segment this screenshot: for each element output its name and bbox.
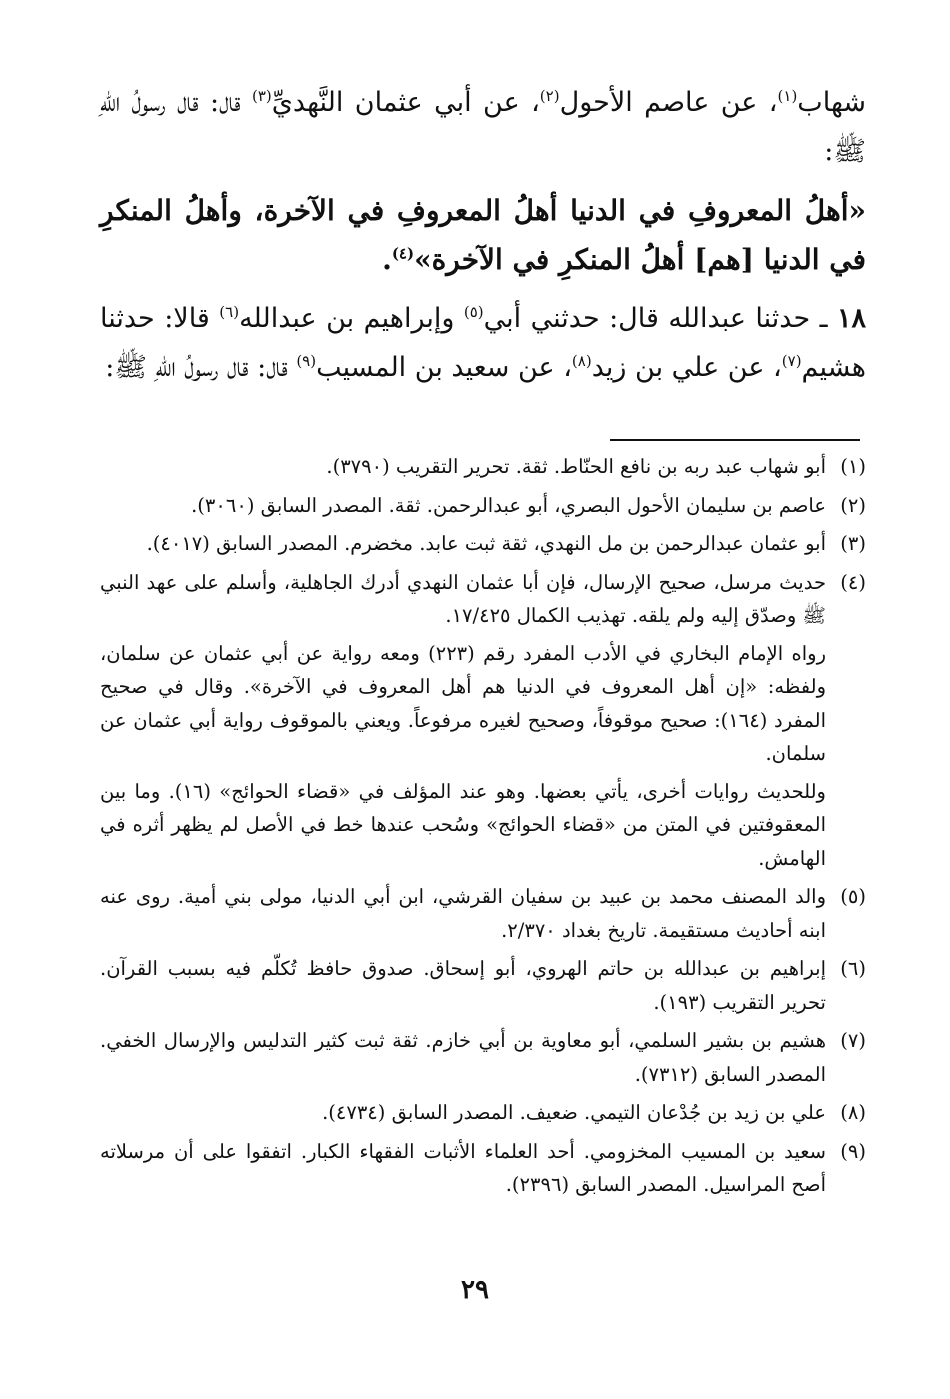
- page-number: ٢٩: [461, 1275, 489, 1305]
- footnote-ref: (٢): [539, 87, 560, 105]
- footnote: [100, 1135, 866, 1202]
- paragraph-isnad-18: [100, 294, 866, 392]
- text-run: قال: قال رسولُ اللّهِ ﷺ:: [105, 352, 297, 383]
- footnote-number: (٧): [840, 1029, 866, 1052]
- text-run: ، عن عاصم الأحول: [559, 87, 778, 118]
- main-text: [100, 78, 866, 392]
- footnote-body: [100, 527, 826, 561]
- footnote: [100, 1096, 866, 1130]
- footnote-body: [100, 880, 826, 947]
- footnote-text: رواه الإمام البخاري في الأدب المفرد رقم (٢٢٣) ومعه رواية عن أبي عثمان عن سلمان، ولفظه: «إن أهل المعروف في الدنيا هم أهل المعروف في الآخرة». وقال في صحيح المفرد (١٦٤): صحيح موقوفاً، وصحيح لغيره مرفوعاً. ويعني بالموقوف رواية أبي عثمان عن سلمان.: [100, 641, 826, 765]
- footnote-text: عاصم بن سليمان الأحول البصري، أبو عبدالرحمن. ثقة. المصدر السابق (٣٠٦٠).: [191, 493, 826, 517]
- footnote: [100, 450, 866, 484]
- footnote-ref: (٦): [219, 303, 240, 321]
- footnote: [100, 952, 866, 1019]
- footnote-number: (١): [840, 455, 866, 478]
- footnote-body: [100, 566, 826, 876]
- footnote-text: هشيم بن بشير السلمي، أبو معاوية بن أبي خازم. ثقة ثبت كثير التدليس والإرسال الخفي. المصدر السابق (٧٣١٢).: [100, 1029, 826, 1086]
- footnote-number: (٣): [840, 532, 866, 555]
- hadith-number: ١٨: [836, 303, 866, 334]
- text-run: ، عن سعيد بن المسيب: [316, 352, 572, 383]
- footnote-number: (٢): [840, 493, 866, 517]
- hadith-run: «أهلُ المعروفِ في الدنيا أهلُ المعروفِ في الآخرة، وأهلُ المنكرِ في الدنيا [هم] أهلُ المنكرِ في الآخرة»: [100, 194, 866, 276]
- footnote-text: أبو عثمان عبدالرحمن بن مل النهدي، ثقة ثبت عابد. مخضرم. المصدر السابق (٤٠١٧).: [146, 532, 826, 555]
- footnote: [100, 566, 866, 876]
- footnote-number: (٩): [840, 1139, 866, 1163]
- footnote-text: حديث مرسل، صحيح الإرسال، فإن أبا عثمان النهدي أدرك الجاهلية، وأسلم على عهد النبي ﷺ وصدّق إليه ولم يلقه. تهذيب الكمال ١٧/٤٢٥.: [100, 570, 826, 627]
- footnote-body: [100, 489, 826, 523]
- footnote-text: والد المصنف محمد بن عبيد بن سفيان القرشي، ابن أبي الدنيا، مولى بني أمية. روى عنه ابنه أحاديث مستقيمة. تاريخ بغداد ٢/٣٧٠.: [100, 885, 826, 942]
- footnote-text: أبو شهاب عبد ربه بن نافع الحنّاط. ثقة. تحرير التقريب (٣٧٩٠).: [326, 455, 826, 478]
- footnote-text: إبراهيم بن عبدالله بن حاتم الهروي، أبو إسحاق. صدوق حافظ تُكلّم فيه بسبب القرآن. تحرير التقريب (١٩٣).: [100, 957, 826, 1014]
- footnote-ref: (١): [777, 87, 798, 105]
- text-run: .: [382, 243, 392, 276]
- footnote: [100, 489, 866, 523]
- footnote-body: [100, 1096, 826, 1130]
- footnote-number: (٤): [840, 570, 866, 594]
- footnote-body: [100, 450, 826, 484]
- footnote-text: سعيد بن المسيب المخزومي. أحد العلماء الأثبات الفقهاء الكبار. اتفقوا على أن مرسلاته أصح المراسيل. المصدر السابق (٢٣٩٦).: [100, 1139, 826, 1196]
- footnote-ref: (٧): [781, 352, 802, 370]
- footnote-number: (٦): [840, 957, 866, 980]
- text-run: وإبراهيم بن عبدالله: [239, 303, 464, 334]
- footnotes: [100, 450, 866, 1207]
- footnote-ref: (٣): [252, 87, 272, 105]
- footnote-text: علي بن زيد بن جُدْعان التيمي. ضعيف. المصدر السابق (٤٧٣٤).: [322, 1101, 826, 1124]
- footnote-ref: (٩): [296, 352, 317, 370]
- footnote: [100, 527, 866, 561]
- paragraph-isnad-1: [100, 78, 866, 176]
- footnote-number: (٨): [840, 1101, 866, 1124]
- text-run: ـ حدثنا عبدالله قال: حدثني أبي: [483, 303, 837, 334]
- footnote-body: [100, 1024, 826, 1091]
- footnote-body: [100, 952, 826, 1019]
- hadith-text-1: [100, 186, 866, 284]
- footnote-ref: (٥): [463, 303, 484, 321]
- footnote-body: [100, 1135, 826, 1202]
- footnote-ref: (٤): [391, 244, 415, 263]
- footnote: [100, 1024, 866, 1091]
- footnote-text: وللحديث روايات أخرى، يأتي بعضها. وهو عند المؤلف في «قضاء الحوائج» (١٦). وما بين المعقوفتين في المتن من «قضاء الحوائج» وسُحب عندها خط في الأصل لم يظهر أثره في الهامش.: [100, 779, 826, 870]
- text-run: قالا: حدثنا هشيم: [100, 303, 866, 383]
- text-run: شهاب: [797, 87, 867, 118]
- footnote: [100, 880, 866, 947]
- footnote-number: (٥): [840, 885, 866, 908]
- text-run: قال: قال رسولُ اللّهِ ﷺ:: [100, 87, 866, 167]
- text-run: ، عن أبي عثمان النَّهديِّ: [271, 87, 540, 118]
- footnote-divider: [610, 439, 860, 441]
- text-run: ، عن علي بن زيد: [591, 352, 782, 383]
- footnote-ref: (٨): [571, 352, 592, 370]
